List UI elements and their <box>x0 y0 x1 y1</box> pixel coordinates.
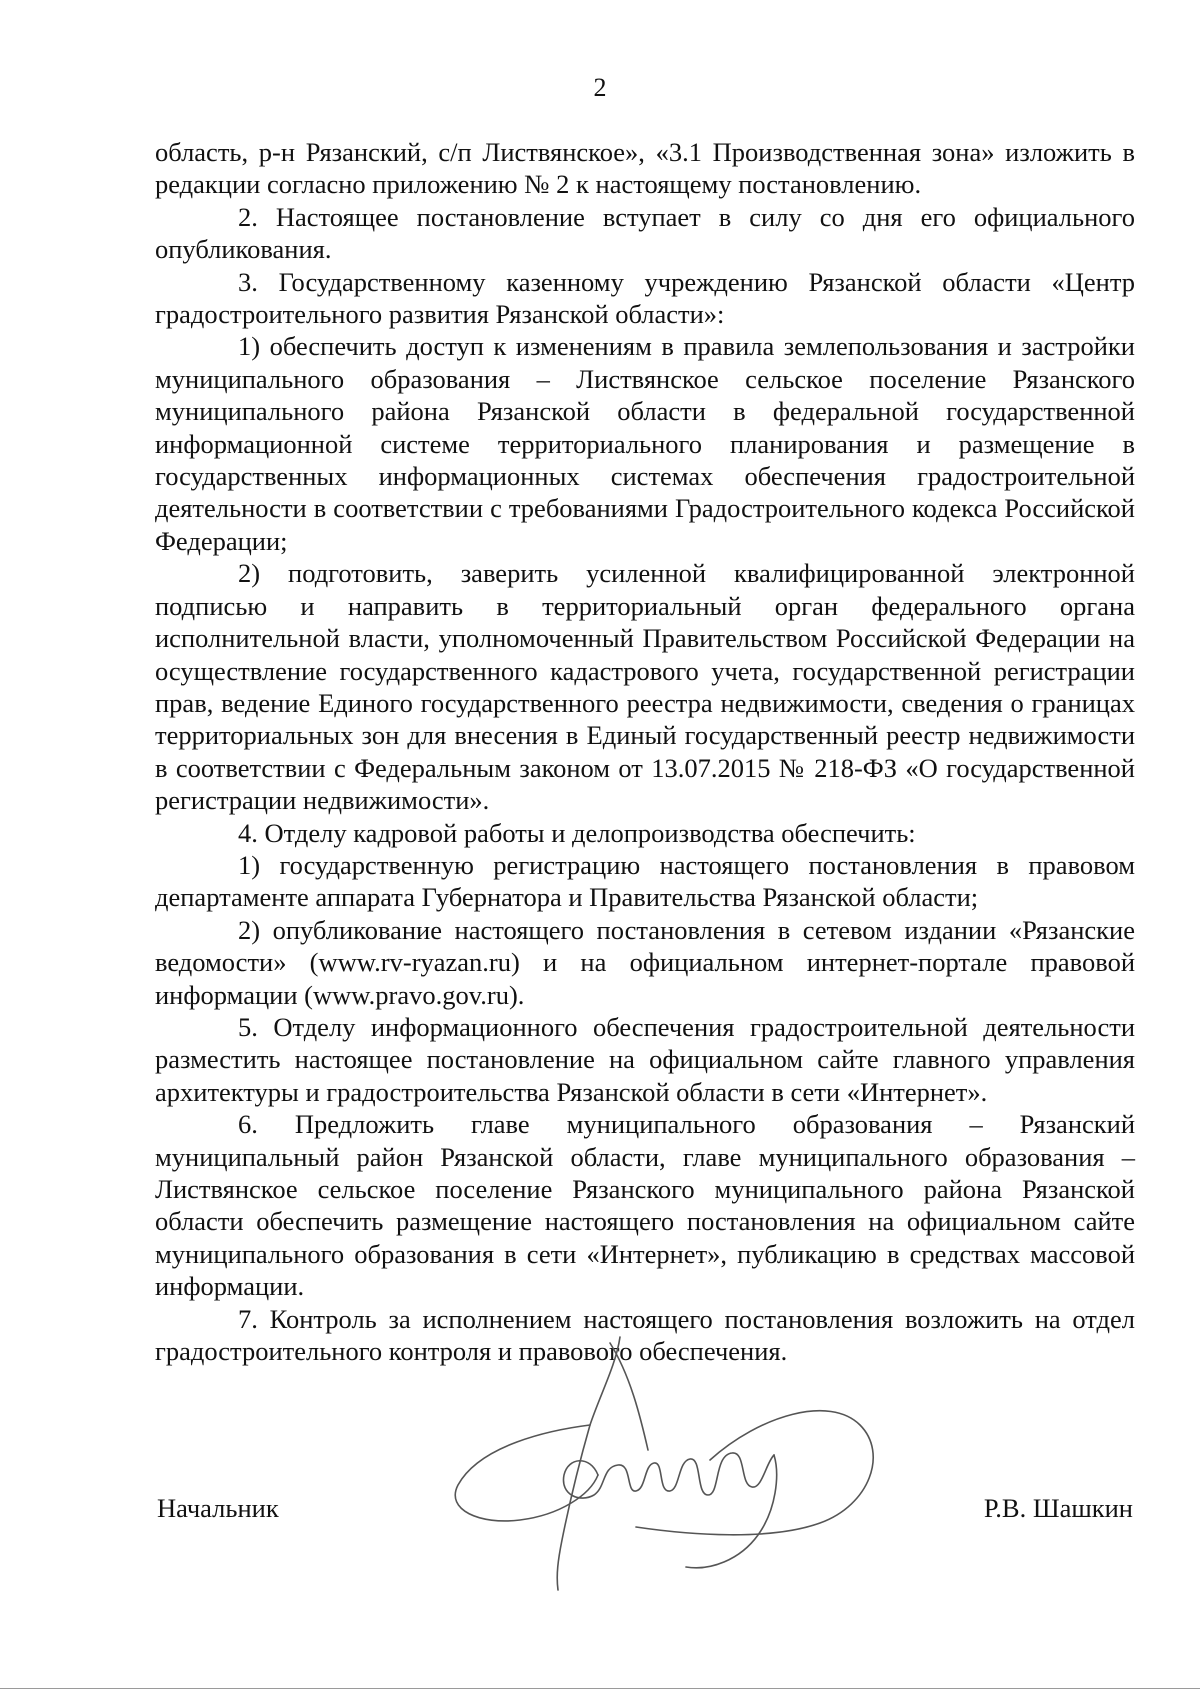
page-bottom-edge <box>0 1688 1200 1689</box>
paragraph-item-3: 3. Государственному казенному учреждению Рязанской области «Центр градостроительного развития Рязанской области»: <box>155 266 1135 330</box>
paragraph-item-7: 7. Контроль за исполнением настоящего постановления возложить на отдел градостроительного контроля и правового обеспечения. <box>155 1303 1135 1367</box>
signatory-name: Р.В. Шашкин <box>983 1493 1133 1523</box>
paragraph-item-4: 4. Отделу кадровой работы и делопроизводства обеспечить: <box>238 817 916 848</box>
handwritten-signature <box>440 1335 910 1595</box>
paragraph-item-5: 5. Отделу информационного обеспечения градостроительной деятельности разместить настоящее постановление на официальном сайте главного управления архитектуры и градостроительства Рязанской области в сети «Интернет». <box>155 1011 1135 1107</box>
paragraph-continuation: область, р-н Рязанский, с/п Листвянское», «3.1 Производственная зона» изложить в редакции согласно приложению № 2 к настоящему постановлению. <box>155 137 1135 200</box>
paragraph-item-3-1: 1) обеспечить доступ к изменениям в правила землепользования и застройки муниципального образования – Листвянское сельское поселение Рязанского муниципального района Рязанской области в федеральной государственной информационной системе территориального планирования и размещение в государственных информационных системах обеспечения градостроительной деятельности в соответствии с требованиями Градостроительного кодекса Российской Федерации; <box>155 331 1135 556</box>
page-number: 2 <box>593 73 607 102</box>
paragraph-item-3-2: 2) подготовить, заверить усиленной квалифицированной электронной подписью и направить в территориальный орган федерального органа исполнительной власти, уполномоченный Правительством Российской Федерации на осуществление государственного кадастрового учета, государственной регистрации прав, ведение Единого государственного реестра недвижимости, сведения о границах территориальных зон для внесения в Единый государственный реестр недвижимости в соответствии с Федеральным законом от 13.07.2015 № 218-ФЗ «О государственной регистрации недвижимости». <box>155 558 1135 816</box>
document-body <box>155 136 1135 1367</box>
signature-block <box>155 1480 1135 1540</box>
paragraph-item-4-2: 2) опубликование настоящего постановления в сетевом издании «Рязанские ведомости» (www.rv-ryazan.ru) и на официальном интернет-портале правовой информации (www.pravo.gov.ru). <box>155 914 1135 1010</box>
paragraph-item-4-1: 1) государственную регистрацию настоящего постановления в правовом департаменте аппарата Губернатора и Правительства Рязанской области; <box>155 849 1135 913</box>
signatory-position: Начальник <box>157 1493 279 1523</box>
paragraph-item-6: 6. Предложить главе муниципального образования – Рязанский муниципальный район Рязанской области, главе муниципального образования – Листвянское сельское поселение Рязанского муниципального района Рязанской области обеспечить размещение настоящего постановления на официальном сайте муниципального образования в сети «Интернет», публикацию в средствах массовой информации. <box>155 1109 1135 1302</box>
paragraph-item-2: 2. Настоящее постановление вступает в силу со дня его официального опубликования. <box>155 201 1135 265</box>
